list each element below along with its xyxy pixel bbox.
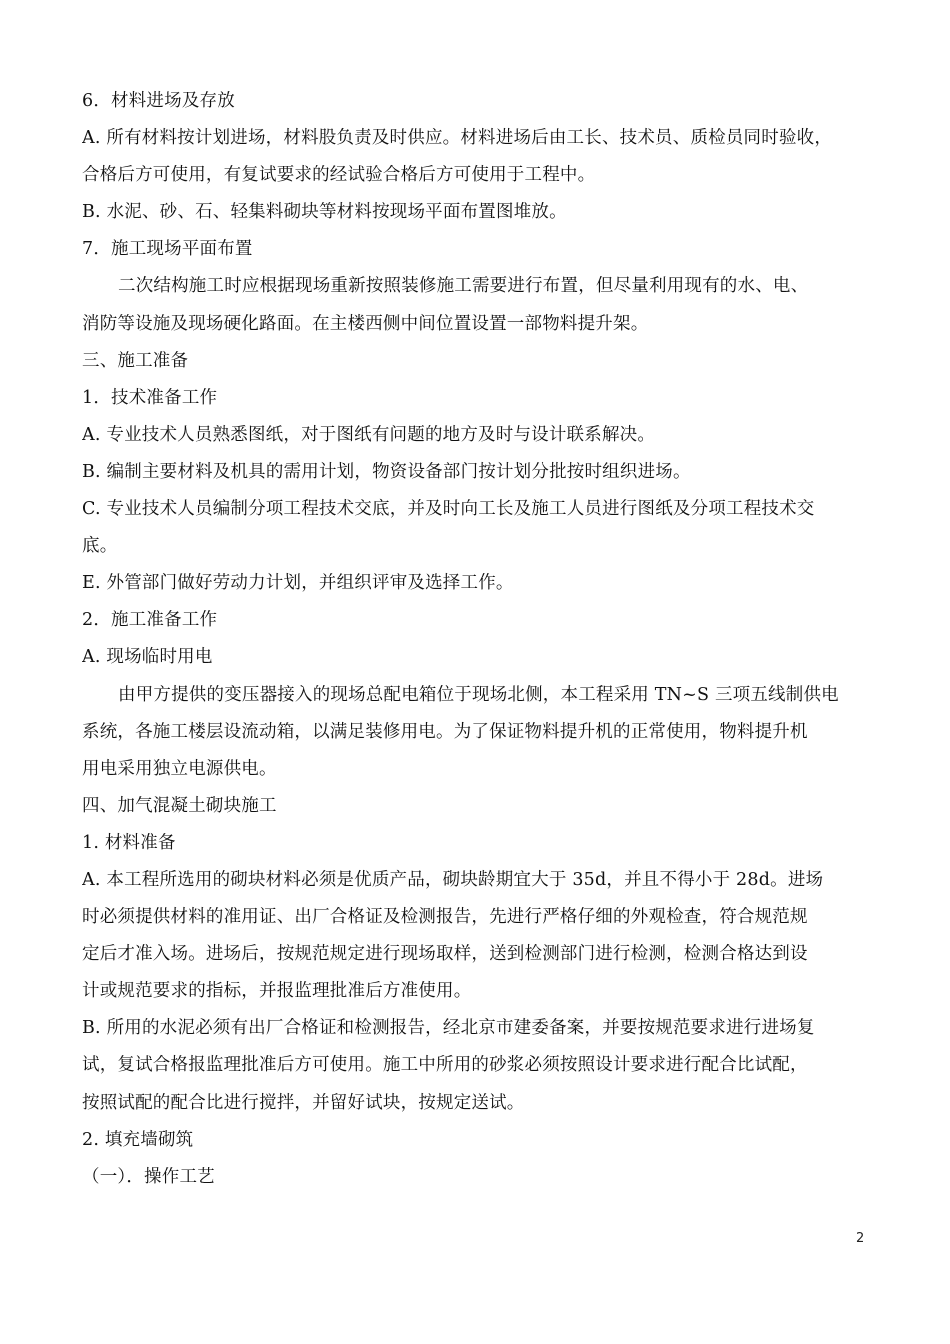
text-line: 底。 — [82, 536, 118, 557]
text-line: 合格后方可使用，有复试要求的经试验合格后方可使用于工程中。 — [82, 165, 596, 186]
text-line: 2. 填充墙砌筑 — [82, 1129, 194, 1150]
text-line: 试，复试合格报监理批准后方可使用。施工中所用的砂浆必须按照设计要求进行配合比试配， — [82, 1055, 808, 1076]
text-line: 1．技术准备工作 — [82, 387, 218, 408]
text-line: 三、施工准备 — [82, 350, 189, 371]
text-line: 消防等设施及现场硬化路面。在主楼西侧中间位置设置一部物料提升架。 — [82, 313, 649, 334]
text-line: 由甲方提供的变压器接入的现场总配电箱位于现场北侧，本工程采用 TN~S 三项五线制供电 — [118, 684, 839, 705]
text-line: A. 所有材料按计划进场，材料股负责及时供应。材料进场后由工长、技术员、质检员同时验收， — [82, 128, 833, 149]
text-line: A. 本工程所选用的砌块材料必须是优质产品，砌块龄期宜大于 35d，并且不得小于 28d。进场 — [82, 869, 824, 890]
text-line: B. 水泥、砂、石、轻集料砌块等材料按现场平面布置图堆放。 — [82, 202, 567, 223]
text-line: A. 专业技术人员熟悉图纸，对于图纸有问题的地方及时与设计联系解决。 — [82, 424, 656, 445]
text-line: 定后才准入场。进场后，按规范规定进行现场取样，送到检测部门进行检测，检测合格达到设 — [82, 944, 808, 965]
text-line: 用电采用独立电源供电。 — [82, 758, 277, 779]
text-line: 按照试配的配合比进行搅拌，并留好试块，按规定送试。 — [82, 1092, 525, 1113]
text-line: C. 专业技术人员编制分项工程技术交底，并及时向工长及施工人员进行图纸及分项工程技术交 — [82, 499, 815, 520]
document-body — [82, 83, 872, 1196]
text-line: A. 现场临时用电 — [82, 647, 213, 668]
page-number: 2 — [856, 1231, 865, 1246]
text-line: 计或规范要求的指标，并报监理批准后方准使用。 — [82, 981, 472, 1002]
text-line: 1. 材料准备 — [82, 832, 176, 853]
text-line: 系统，各施工楼层设流动箱，以满足装修用电。为了保证物料提升机的正常使用，物料提升机 — [82, 721, 808, 742]
text-line: 7．施工现场平面布置 — [82, 239, 253, 260]
text-line: B. 所用的水泥必须有出厂合格证和检测报告，经北京市建委备案，并要按规范要求进行进场复 — [82, 1018, 815, 1039]
text-line: E. 外管部门做好劳动力计划，并组织评审及选择工作。 — [82, 573, 514, 594]
text-line: 时必须提供材料的准用证、出厂合格证及检测报告，先进行严格仔细的外观检查，符合规范规 — [82, 907, 808, 928]
text-line: 6．材料进场及存放 — [82, 91, 235, 111]
text-line: （一）．操作工艺 — [82, 1166, 215, 1187]
text-line: 二次结构施工时应根据现场重新按照装修施工需要进行布置，但尽量利用现有的水、电、 — [118, 276, 809, 297]
text-line: 2．施工准备工作 — [82, 610, 218, 631]
text-line: 四、加气混凝土砌块施工 — [82, 795, 277, 816]
text-line: B. 编制主要材料及机具的需用计划，物资设备部门按计划分批按时组织进场。 — [82, 461, 691, 482]
